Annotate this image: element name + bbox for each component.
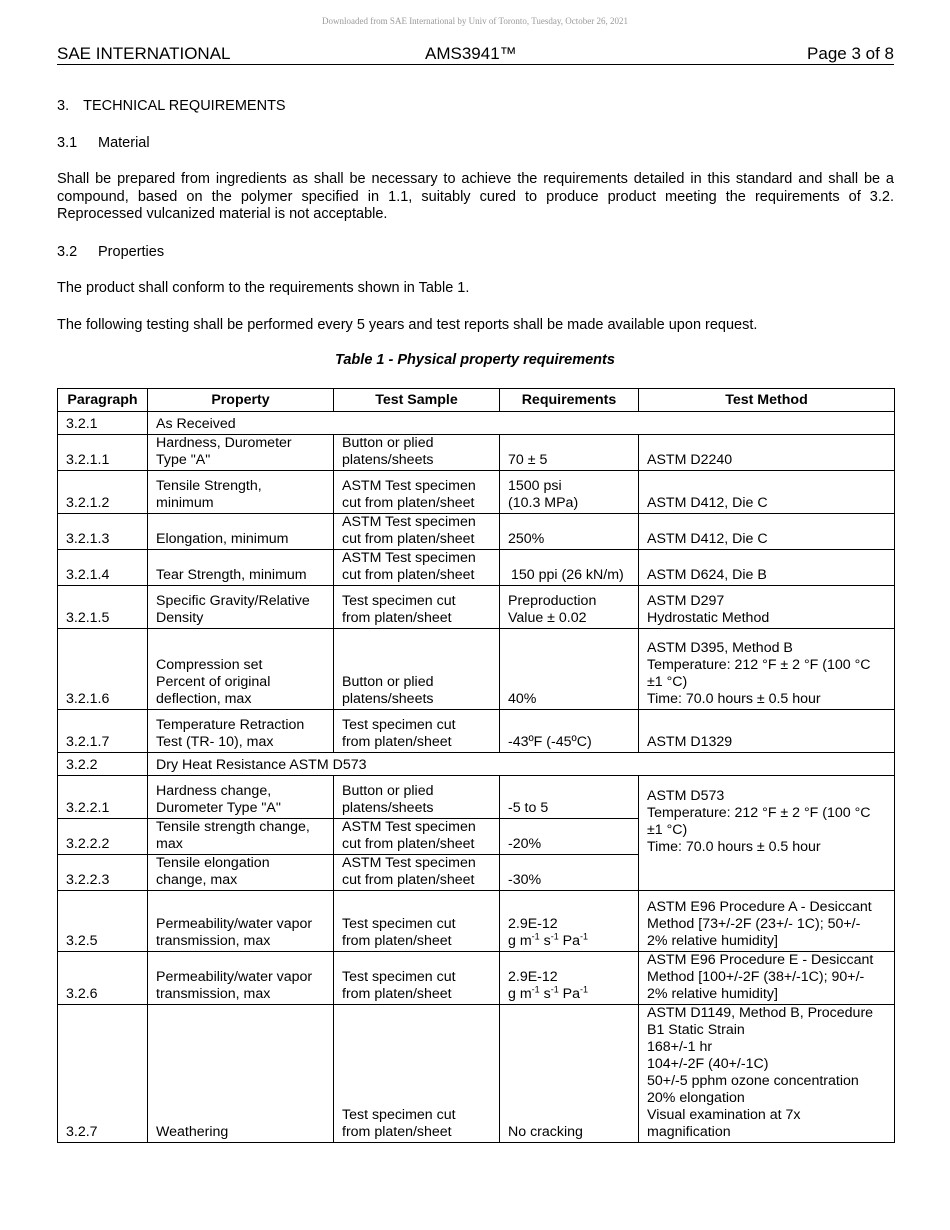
- cell-requirements: 40%: [500, 629, 639, 710]
- cell-property: Hardness change, Durometer Type "A": [148, 776, 334, 819]
- header-requirements: Requirements: [500, 389, 639, 412]
- cell-property: Hardness, Durometer Type "A": [148, 435, 334, 471]
- cell-test-sample: ASTM Test specimen cut from platen/sheet: [334, 471, 500, 514]
- cell-test-method: ASTM E96 Procedure A - Desiccant Method [73+/-2F (23+/- 1C); 50+/- 2% relative humidity]: [639, 891, 895, 952]
- cell-test-sample: ASTM Test specimen cut from platen/sheet: [334, 550, 500, 586]
- cell-paragraph: 3.2.1: [58, 412, 148, 435]
- download-notice: Downloaded from SAE International by Univ of Toronto, Tuesday, October 26, 2021: [321, 16, 629, 26]
- cell-test-sample: Test specimen cut from platen/sheet: [334, 586, 500, 629]
- cell-requirements: Preproduction Value ± 0.02: [500, 586, 639, 629]
- cell-property: Tear Strength, minimum: [148, 550, 334, 586]
- cell-property: Tensile elongation change, max: [148, 855, 334, 891]
- cell-property: Weathering: [148, 1005, 334, 1143]
- cell-test-sample: ASTM Test specimen cut from platen/sheet: [334, 855, 500, 891]
- cell-paragraph: 3.2.2.1: [58, 776, 148, 819]
- unit-exponent: -1: [531, 931, 540, 942]
- cell-requirements: -20%: [500, 819, 639, 855]
- section-3-2-text-1: The product shall conform to the requirements shown in Table 1.: [57, 280, 470, 296]
- requirement-value: 2.9E-12: [508, 969, 558, 985]
- cell-paragraph: 3.2.1.1: [58, 435, 148, 471]
- unit-g-m: g m: [508, 986, 532, 1002]
- section-3-1-number: 3.1: [57, 135, 78, 151]
- cell-requirements: [500, 952, 639, 1005]
- cell-test-method: ASTM D395, Method B Temperature: 212 °F ± 2 °F (100 °C ±1 °C) Time: 70.0 hours ± 0.5 hour: [639, 629, 895, 710]
- section-3-2-text-2: The following testing shall be performed every 5 years and test reports shall be made available upon request.: [57, 317, 758, 333]
- cell-paragraph: 3.2.2.3: [58, 855, 148, 891]
- cell-test-sample: Test specimen cut from platen/sheet: [334, 710, 500, 753]
- section-3-title: TECHNICAL REQUIREMENTS: [83, 98, 286, 114]
- cell-test-method: ASTM D412, Die C: [639, 514, 895, 550]
- table-row: [58, 629, 895, 710]
- cell-property: Permeability/water vapor transmission, max: [148, 891, 334, 952]
- table-header-row: [58, 389, 895, 412]
- cell-test-method: ASTM D412, Die C: [639, 471, 895, 514]
- cell-property: Tensile Strength, minimum: [148, 471, 334, 514]
- unit-g-m: g m: [508, 933, 532, 949]
- header-test-method: Test Method: [639, 389, 895, 412]
- table-row: [58, 586, 895, 629]
- header-page-number: Page 3 of 8: [807, 44, 894, 63]
- unit-exponent: -1: [550, 931, 559, 942]
- unit-exponent: -1: [531, 984, 540, 995]
- header-paragraph: Paragraph: [58, 389, 148, 412]
- table-row: [58, 952, 895, 1005]
- requirement-value: 2.9E-12: [508, 916, 558, 932]
- unit-s: s: [539, 986, 551, 1002]
- cell-group-label: Dry Heat Resistance ASTM D573: [148, 753, 895, 776]
- section-3-1-text: Shall be prepared from ingredients as shall be necessary to achieve the requirements detailed in this standard and shall be a compound, based on the polymer specified in 1.1, suitably cured to produce product meeting the requirements of 3.2. Reprocessed vulcanized material is not acceptable.: [57, 171, 894, 222]
- cell-test-sample: Button or plied platens/sheets: [334, 776, 500, 819]
- cell-test-method: ASTM D1329: [639, 710, 895, 753]
- cell-test-method: ASTM D2240: [639, 435, 895, 471]
- table-row: [58, 1005, 895, 1143]
- cell-paragraph: 3.2.7: [58, 1005, 148, 1143]
- cell-paragraph: 3.2.1.5: [58, 586, 148, 629]
- cell-test-sample: Button or plied platens/sheets: [334, 629, 500, 710]
- cell-requirements: 250%: [500, 514, 639, 550]
- cell-paragraph: 3.2.1.2: [58, 471, 148, 514]
- section-3-2-number: 3.2: [57, 244, 78, 260]
- cell-test-method: ASTM D297 Hydrostatic Method: [639, 586, 895, 629]
- cell-requirements: -5 to 5: [500, 776, 639, 819]
- header-property: Property: [148, 389, 334, 412]
- requirement-unit: [508, 986, 630, 1003]
- cell-property: Specific Gravity/Relative Density: [148, 586, 334, 629]
- cell-requirements: 1500 psi (10.3 MPa): [500, 471, 639, 514]
- table-row: [58, 550, 895, 586]
- physical-property-table: [57, 388, 895, 1143]
- table-row: [58, 435, 895, 471]
- cell-paragraph: 3.2.1.6: [58, 629, 148, 710]
- cell-paragraph: 3.2.2: [58, 753, 148, 776]
- table-row: [58, 710, 895, 753]
- header-test-sample: Test Sample: [334, 389, 500, 412]
- table-row: [58, 412, 895, 435]
- cell-test-sample: Test specimen cut from platen/sheet: [334, 891, 500, 952]
- cell-requirements: No cracking: [500, 1005, 639, 1143]
- table-row: [58, 514, 895, 550]
- unit-pa: Pa: [558, 933, 581, 949]
- section-3-2-heading: [57, 244, 165, 261]
- cell-property: Tensile strength change, max: [148, 819, 334, 855]
- cell-test-sample: ASTM Test specimen cut from platen/sheet: [334, 514, 500, 550]
- cell-requirements: -30%: [500, 855, 639, 891]
- table-caption: Table 1 - Physical property requirements: [335, 352, 615, 368]
- cell-group-label: As Received: [148, 412, 895, 435]
- unit-exponent: -1: [580, 931, 589, 942]
- requirement-unit: [508, 933, 630, 950]
- header-org: SAE INTERNATIONAL: [57, 44, 231, 63]
- unit-exponent: -1: [550, 984, 559, 995]
- section-3-heading: [57, 98, 286, 115]
- cell-requirements: 70 ± 5: [500, 435, 639, 471]
- cell-paragraph: 3.2.1.4: [58, 550, 148, 586]
- cell-test-method: ASTM E96 Procedure E - Desiccant Method [100+/-2F (38+/-1C); 90+/- 2% relative humidity]: [639, 952, 895, 1005]
- cell-test-sample: Button or plied platens/sheets: [334, 435, 500, 471]
- cell-test-sample: Test specimen cut from platen/sheet: [334, 1005, 500, 1143]
- section-3-number: 3.: [57, 98, 70, 114]
- cell-paragraph: 3.2.1.7: [58, 710, 148, 753]
- table-row: [58, 891, 895, 952]
- section-3-1-title: Material: [98, 135, 150, 151]
- table-row: [58, 471, 895, 514]
- cell-test-method: ASTM D573 Temperature: 212 °F ± 2 °F (100 °C ±1 °C) Time: 70.0 hours ± 0.5 hour: [639, 776, 895, 891]
- section-3-1-heading: [57, 135, 150, 152]
- cell-test-sample: Test specimen cut from platen/sheet: [334, 952, 500, 1005]
- table-row: [58, 776, 895, 819]
- section-3-2-title: Properties: [98, 244, 165, 260]
- unit-s: s: [539, 933, 551, 949]
- cell-test-method: ASTM D1149, Method B, Procedure B1 Static Strain 168+/-1 hr 104+/-2F (40+/-1C) 50+/-5 pphm ozone concentration 20% elongation Visual examination at 7x magnification: [639, 1005, 895, 1143]
- cell-property: Temperature Retraction Test (TR- 10), max: [148, 710, 334, 753]
- cell-requirements: [500, 891, 639, 952]
- table-row: [58, 753, 895, 776]
- cell-property: Elongation, minimum: [148, 514, 334, 550]
- unit-exponent: -1: [580, 984, 589, 995]
- cell-test-sample: ASTM Test specimen cut from platen/sheet: [334, 819, 500, 855]
- unit-pa: Pa: [558, 986, 581, 1002]
- cell-paragraph: 3.2.5: [58, 891, 148, 952]
- page-header: [57, 44, 894, 65]
- cell-paragraph: 3.2.6: [58, 952, 148, 1005]
- cell-property: Permeability/water vapor transmission, max: [148, 952, 334, 1005]
- cell-test-method: ASTM D624, Die B: [639, 550, 895, 586]
- cell-requirements: -43ºF (-45ºC): [500, 710, 639, 753]
- header-doc-number: AMS3941™: [425, 44, 517, 63]
- cell-paragraph: 3.2.2.2: [58, 819, 148, 855]
- cell-requirements: 150 ppi (26 kN/m): [500, 550, 639, 586]
- cell-paragraph: 3.2.1.3: [58, 514, 148, 550]
- cell-property: Compression set Percent of original deflection, max: [148, 629, 334, 710]
